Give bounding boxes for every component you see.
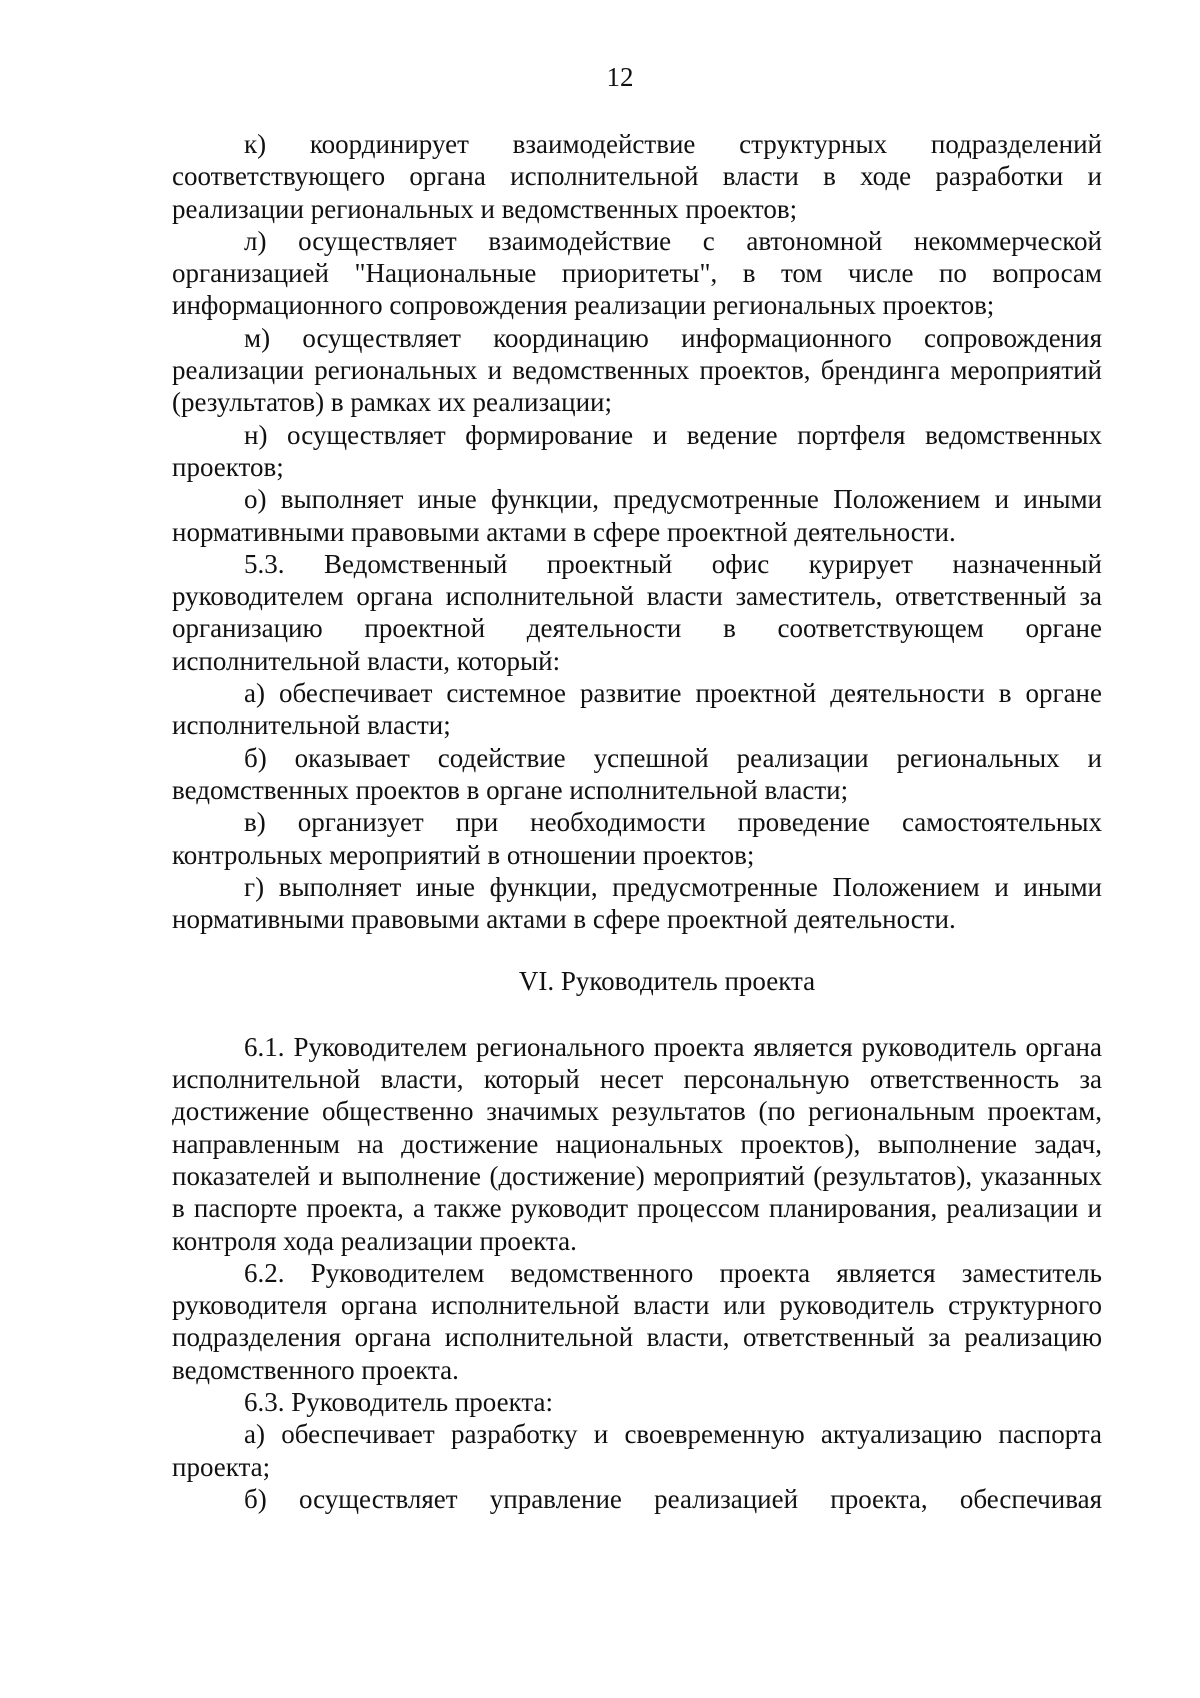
- section-heading: VI. Руководитель проекта: [518, 966, 816, 997]
- paragraph-m: м) осуществляет координацию информационного сопровождения реализации региональных и ведомственных проектов, брендинга мероприятий (результатов) в рамках их реализации;: [172, 322, 1102, 418]
- paragraph-6-3: 6.3. Руководитель проекта:: [244, 1386, 553, 1417]
- paragraph-5-3-a: а) обеспечивает системное развитие проектной деятельности в органе исполнительной власти;: [172, 678, 1102, 741]
- paragraph-k: к) координирует взаимодействие структурных подразделений соответствующего органа исполнительной власти в ходе разработки и реализации региональных и ведомственных проектов;: [172, 129, 1102, 224]
- paragraph-6-3-a: а) обеспечивает разработку и своевременную актуализацию паспорта проекта;: [172, 1419, 1102, 1482]
- paragraph-n: н) осуществляет формирование и ведение портфеля ведомственных проектов;: [172, 419, 1102, 482]
- page-number: 12: [606, 62, 634, 92]
- paragraph-5-3-g: г) выполняет иные функции, предусмотренные Положением и иными нормативными правовыми актами в сфере проектной деятельности.: [172, 871, 1102, 935]
- paragraph-6-3-b: б) осуществляет управление реализацией проекта, обеспечивая: [244, 1483, 1102, 1514]
- paragraph-5-3: 5.3. Ведомственный проектный офис курирует назначенный руководителем органа исполнительной власти заместитель, ответственный за организацию проектной деятельности в соответствующем органе исполнительной власти, который:: [172, 548, 1102, 676]
- paragraph-6-1: 6.1. Руководителем регионального проекта является руководитель органа исполнительной власти, который несет персональную ответственность за достижение общественно значимых результатов (по региональным проектам, направленным на достижение национальных проектов), выполнение задач, показателей и выполнение (достижение) мероприятий (результатов), указанных в паспорте проекта, а также руководит процессом планирования, реализации и контроля хода реализации проекта.: [172, 1031, 1102, 1256]
- paragraph-5-3-v: в) организует при необходимости проведение самостоятельных контрольных мероприятий в отношении проектов;: [172, 807, 1102, 870]
- paragraph-l: л) осуществляет взаимодействие с автономной некоммерческой организацией "Национальные приоритеты", в том числе по вопросам информационного сопровождения реализации региональных проектов;: [172, 225, 1102, 321]
- paragraph-5-3-b: б) оказывает содействие успешной реализации региональных и ведомственных проектов в органе исполнительной власти;: [172, 742, 1102, 805]
- document-body: [172, 128, 1102, 1515]
- paragraph-6-2: 6.2. Руководителем ведомственного проекта является заместитель руководителя органа исполнительной власти или руководитель структурного подразделения органа исполнительной власти, ответственный за реализацию ведомственного проекта.: [172, 1257, 1102, 1385]
- paragraph-o: о) выполняет иные функции, предусмотренные Положением и иными нормативными правовыми актами в сфере проектной деятельности.: [172, 484, 1102, 547]
